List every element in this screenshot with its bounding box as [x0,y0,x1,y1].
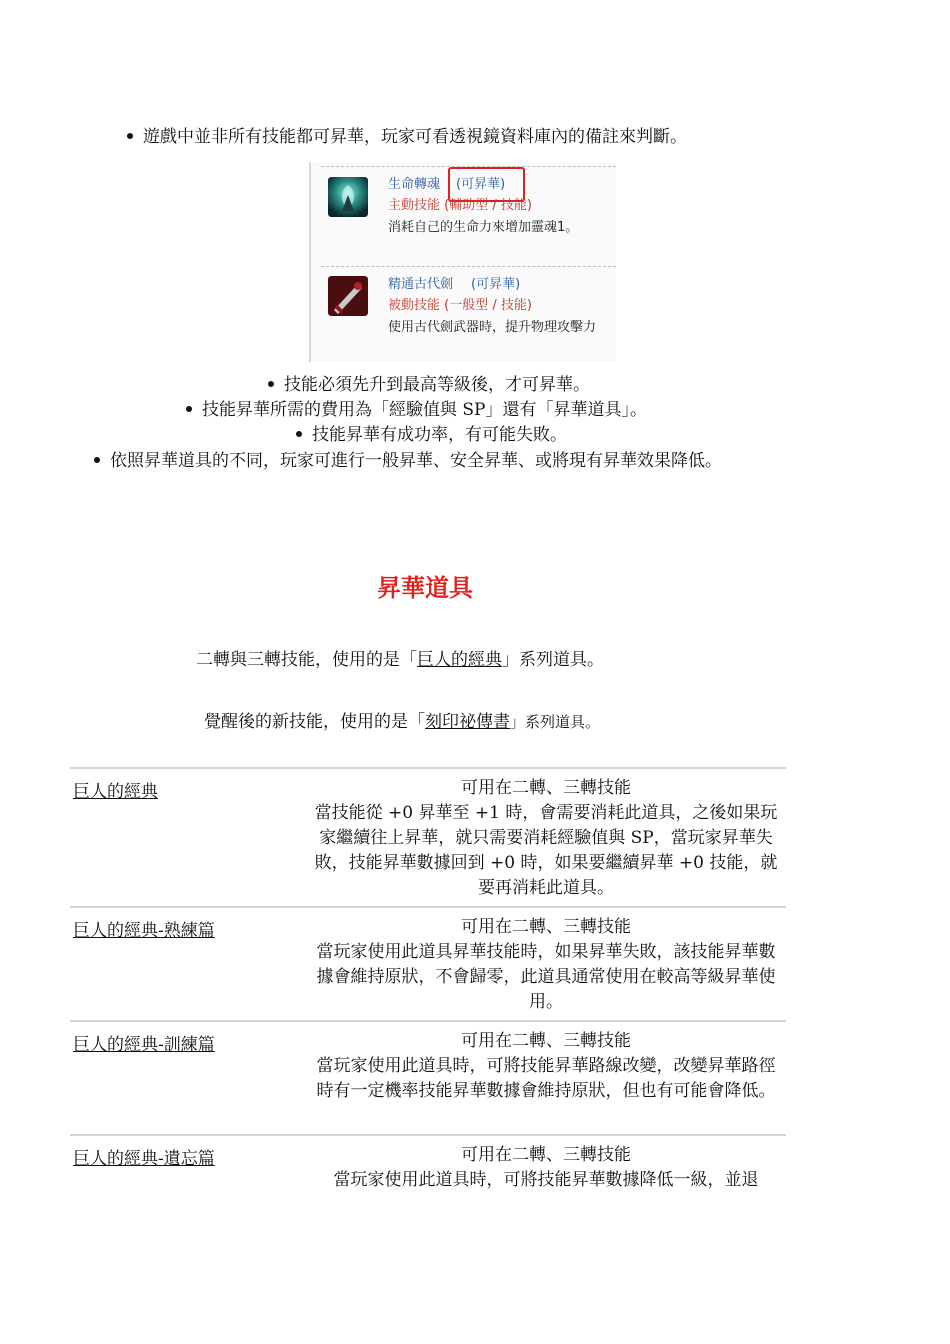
bullet-dot [268,381,274,387]
skill2-desc: 使用古代劍武器時，提升物理攻擊力 [388,320,597,335]
bullet-dot [127,133,133,139]
item-name-link[interactable]: 巨人的經典-訓練篇 [73,1035,215,1055]
skill1-desc: 消耗自己的生命力來增加靈魂1。 [388,220,579,235]
item-description [312,915,780,1015]
item-description [312,776,780,901]
section-heading: 昇華道具 [377,573,473,602]
paragraph-seal-book [204,707,600,732]
bullet-item [127,126,687,148]
para-text: 」系列道具。 [510,713,601,731]
seal-book-link[interactable]: 刻印祕傳書 [425,712,510,732]
bullet-item [94,450,722,472]
bullet-dot [186,406,192,412]
table-row [70,1134,786,1196]
item-name-link[interactable]: 巨人的經典 [73,782,158,802]
soul-skill-icon [328,177,368,217]
skill2-type: 被動技能 (一般型 / 技能) [388,298,532,313]
item-description [312,1143,780,1193]
skill2-name: 精通古代劍 [388,277,454,292]
table-row [70,906,786,1020]
bullet-text: 遊戲中並非所有技能都可昇華，玩家可看透視鏡資料庫內的備註來判斷。 [143,127,687,147]
skill1-type: 主動技能 (輔助型 / 技能) [388,198,532,213]
bullet-item [268,374,590,396]
item-usage: 可用在二轉、三轉技能 [461,778,631,798]
paragraph-giant-classic [196,645,604,670]
item-desc-text: 當技能從 +0 昇華至 +1 時，會需要消耗此道具，之後如果玩家繼續往上昇華，就只需要消耗經驗值與 SP，當玩家昇華失敗，技能昇華數據回到 +0 時，如果要繼續昇華 +0 技能，就要再消耗此道具。 [314,803,778,898]
skill1-name: 生命轉魂 [388,177,441,192]
item-usage: 可用在二轉、三轉技能 [461,1145,631,1165]
bullet-dot [296,431,302,437]
item-desc-text: 當玩家使用此道具時，可將技能昇華路線改變，改變昇華路徑時有一定機率技能昇華數據會維持原狀，但也有可能會降低。 [316,1056,776,1101]
para-text: 二轉與三轉技能，使用的是「 [196,650,417,670]
bullet-item [296,424,567,446]
bullet-text: 依照昇華道具的不同，玩家可進行一般昇華、安全昇華、或將現有昇華效果降低。 [110,451,722,471]
item-usage: 可用在二轉、三轉技能 [461,1031,631,1051]
item-name-link[interactable]: 巨人的經典-遺忘篇 [73,1149,215,1169]
item-usage: 可用在二轉、三轉技能 [461,917,631,937]
skill-tooltip-image [309,162,616,362]
divider [321,266,616,267]
para-text: 覺醒後的新技能，使用的是「 [204,712,425,732]
sword-skill-icon [328,276,368,316]
skill1-tag: (可昇華) [456,177,506,192]
table-row [70,1020,786,1134]
bullet-text: 技能昇華有成功率，有可能失敗。 [312,425,567,445]
bullet-text: 技能昇華所需的費用為「經驗值與 SP」還有「昇華道具」。 [202,400,647,420]
item-description [312,1029,780,1104]
bullet-dot [94,457,100,463]
bullet-item [186,399,647,421]
giant-classic-link[interactable]: 巨人的經典 [417,650,502,670]
para-text: 」系列道具。 [502,650,604,670]
bullet-text: 技能必須先升到最高等級後，才可昇華。 [284,375,590,395]
item-desc-text: 當玩家使用此道具時，可將技能昇華數據降低一級，並退 [333,1170,759,1190]
item-name-link[interactable]: 巨人的經典-熟練篇 [73,921,215,941]
items-table [70,767,786,1196]
item-desc-text: 當玩家使用此道具昇華技能時，如果昇華失敗，該技能昇華數據會維持原狀，不會歸零，此道具通常使用在較高等級昇華使用。 [316,942,776,1012]
table-row [70,767,786,906]
skill2-tag: (可昇華) [471,277,521,292]
